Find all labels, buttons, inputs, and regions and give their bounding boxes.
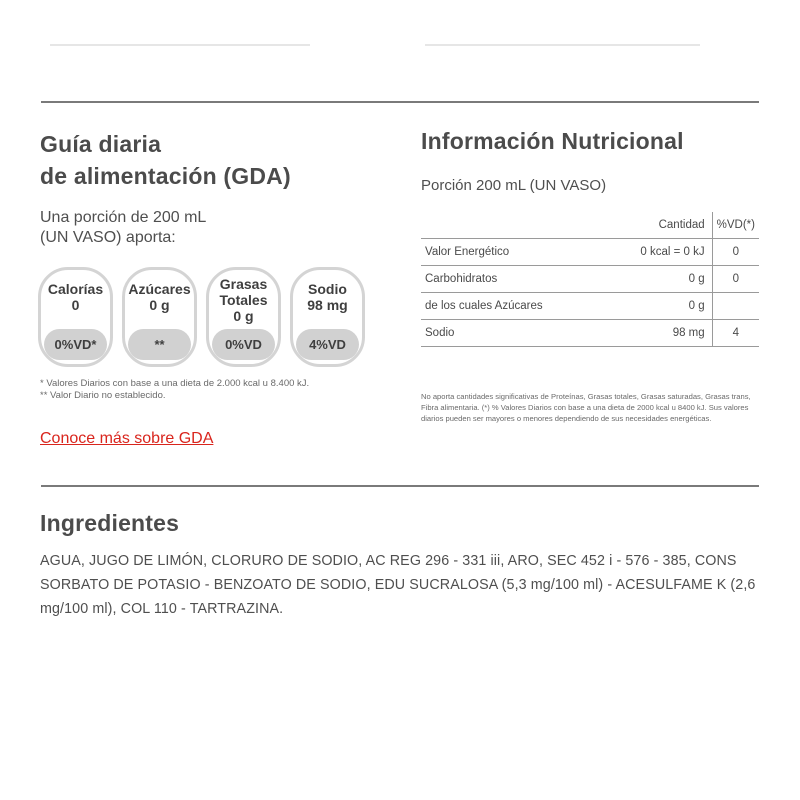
nutrition-table <box>421 212 759 347</box>
badge-value: 98 mg <box>307 297 348 313</box>
table-row <box>421 320 759 347</box>
gda-footnote-1: * Valores Diarios con base a una dieta de 2.000 kcal u 8.400 kJ. <box>40 378 310 389</box>
gda-title <box>40 128 380 192</box>
badge-label: Totales <box>219 292 268 308</box>
gda-footnote-2: ** Valor Diario no establecido. <box>40 390 166 401</box>
nutrition-footnotes: No aporta cantidades significativas de Proteínas, Grasas totales, Grasas saturadas, Grasas trans, Fibra alimentaria. (*) % Valores Diarios con base a una dieta de 2000 kcal u 8400 kJ. Sus valores diarios pueden ser mayores o menores dependiendo de sus necesidades energéticas. <box>421 392 751 423</box>
gda-portion-line2: (UN VASO) aporta: <box>40 229 176 246</box>
gda-footnotes <box>40 378 309 402</box>
table-cell: 0 <box>712 239 759 266</box>
gda-title-line1: Guía diaria <box>40 131 162 157</box>
table-cell: 0 g <box>592 293 712 320</box>
badge-percent-pill: ** <box>128 329 191 360</box>
gda-badge-total-fat <box>206 267 281 367</box>
table-cell: Carbohidratos <box>421 266 592 293</box>
table-header-cell: Cantidad <box>592 212 712 239</box>
gda-badges <box>38 267 365 367</box>
table-row <box>421 266 759 293</box>
table-cell <box>712 293 759 320</box>
ingredients-title: Ingredientes <box>40 510 180 536</box>
badge-label: Sodio <box>308 281 347 297</box>
gda-badge-sugars <box>122 267 197 367</box>
table-cell: 98 mg <box>592 320 712 347</box>
nutrition-portion: Porción 200 mL (UN VASO) <box>421 177 607 194</box>
badge-label: Azúcares <box>128 281 191 297</box>
table-cell: 0 g <box>592 266 712 293</box>
table-cell: Sodio <box>421 320 592 347</box>
gda-title-line2: de alimentación (GDA) <box>40 163 291 189</box>
table-cell: 0 <box>712 266 759 293</box>
ingredients-text: AGUA, JUGO DE LIMÓN, CLORURO DE SODIO, AC REG 296 - 331 iii, ARO, SEC 452 i - 576 - 385, CONS SORBATO DE POTASIO - BENZOATO DE SODIO, EDU SUCRALOSA (5,3 mg/100 ml) - ACESULFAME K (2,6 mg/100 ml), COL 110 - TARTRAZINA. <box>40 553 756 617</box>
badge-percent-pill: 4%VD <box>296 329 359 360</box>
table-cell: 4 <box>712 320 759 347</box>
cropped-text-left <box>50 42 310 48</box>
badge-percent-pill: 0%VD <box>212 329 275 360</box>
gda-portion <box>40 208 206 248</box>
table-cell: Valor Energético <box>421 239 592 266</box>
badge-value: 0 g <box>233 308 254 324</box>
table-row <box>421 293 759 320</box>
table-cell: de los cuales Azúcares <box>421 293 592 320</box>
badge-value: 0 g <box>149 297 170 313</box>
table-header-row <box>421 212 759 239</box>
badge-label: Grasas <box>219 276 268 292</box>
gda-badge-calories <box>38 267 113 367</box>
table-header-cell: %VD(*) <box>716 219 755 231</box>
table-cell: 0 kcal = 0 kJ <box>592 239 712 266</box>
badge-value: 0 <box>71 297 80 313</box>
table-row <box>421 239 759 266</box>
badge-label: Calorías <box>47 281 104 297</box>
table-header-cell <box>421 212 592 239</box>
middle-divider <box>41 485 759 487</box>
gda-more-info-link[interactable]: Conoce más sobre GDA <box>40 430 214 447</box>
nutrition-title: Información Nutricional <box>421 128 684 154</box>
gda-portion-line1: Una porción de 200 mL <box>40 209 207 226</box>
badge-percent-pill: 0%VD* <box>44 329 107 360</box>
cropped-text-right <box>425 42 700 48</box>
gda-badge-sodium <box>290 267 365 367</box>
top-divider <box>41 101 759 103</box>
